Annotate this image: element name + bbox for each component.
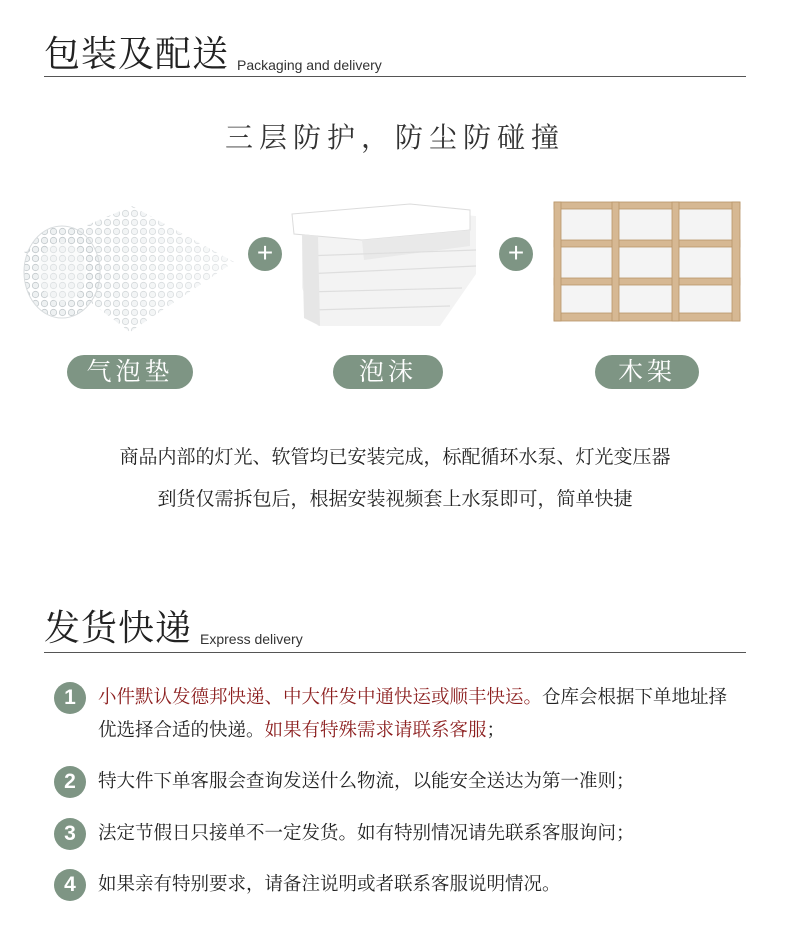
delivery-title: 发货快递: [44, 608, 193, 649]
description-line-1: 商品内部的灯光、软管均已安装完成，标配循环水泵、灯光变压器: [119, 446, 671, 468]
delivery-item-4: [54, 869, 734, 903]
foam-blocks-image: [290, 200, 486, 330]
delivery-item-1-red-2: 如果有特殊需求请联系客服: [264, 720, 487, 741]
delivery-item-1-normal-2: ；: [486, 720, 506, 741]
delivery-item-2: [54, 766, 734, 800]
bubble-wrap-label: 气泡垫: [67, 355, 193, 389]
number-badge-4: 4: [54, 869, 86, 901]
number-badge-1: 1: [54, 682, 86, 714]
delivery-item-1-normal-1: 仓库会根据下单地址择优选择合适的快递。: [98, 687, 728, 741]
description-line-2: 到货仅需拆包后，根据安装视频套上水泵即可，简单快捷: [157, 488, 633, 510]
packaging-title: 包装及配送: [44, 34, 230, 75]
delivery-item-2-text: 特大件下单客服会查询发送什么物流，以能安全送达为第一准则；: [98, 771, 635, 792]
plus-icon-1: +: [248, 237, 282, 271]
delivery-item-4-text: 如果亲有特别要求，请备注说明或者联系客服说明情况。: [98, 874, 561, 895]
delivery-item-1: [54, 682, 734, 752]
number-badge-3: 3: [54, 818, 86, 850]
protection-subtitle: 三层防护，防尘防碰撞: [224, 121, 565, 154]
wooden-crate-image: [552, 200, 742, 324]
delivery-title-en: Express delivery: [200, 631, 303, 647]
delivery-item-3: [54, 818, 734, 852]
delivery-item-1-text: [98, 681, 734, 747]
packaging-title-en: Packaging and delivery: [237, 57, 382, 73]
foam-label: 泡沫: [333, 355, 443, 389]
number-badge-2: 2: [54, 766, 86, 798]
bubble-wrap-image: [22, 200, 238, 336]
delivery-section-header: [44, 600, 746, 653]
delivery-item-3-text: 法定节假日只接单不一定发货。如有特别情况请先联系客服询问；: [98, 823, 635, 844]
delivery-item-1-red-1: 小件默认发德邦快递、中大件发中通快运或顺丰快运。: [98, 687, 543, 708]
wooden-crate-label: 木架: [595, 355, 699, 389]
packaging-section-header: [44, 26, 746, 77]
plus-icon-2: +: [499, 237, 533, 271]
